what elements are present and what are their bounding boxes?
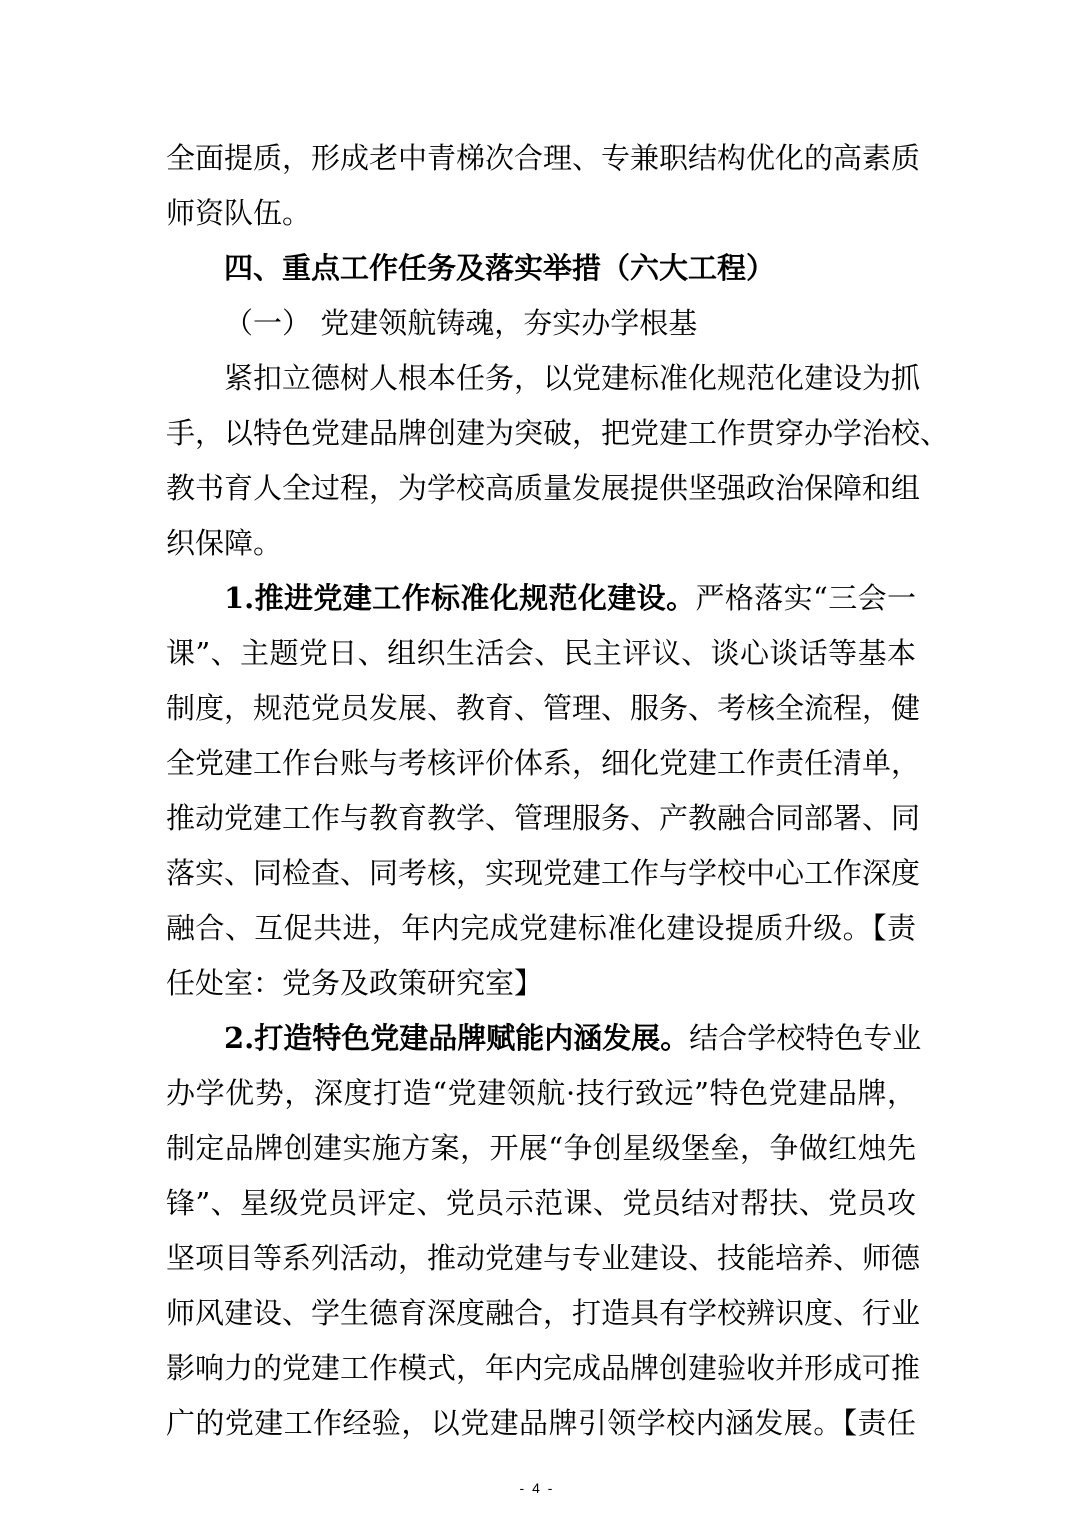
paragraph-line: 任处室：党务及政策研究室】	[166, 966, 544, 1000]
paragraph-line: 落实、同检查、同考核，实现党建工作与学校中心工作深度	[166, 856, 921, 890]
paragraph-line	[166, 1011, 922, 1066]
paragraph-line: 坚项目等系列活动，推动党建与专业建设、技能培养、师德	[166, 1241, 921, 1275]
subsection-heading: （一） 党建领航铸魂，夯实办学根基	[224, 306, 698, 340]
body-text	[166, 131, 950, 1451]
paragraph-line: 全面提质，形成老中青梯次合理、专兼职结构优化的高素质	[166, 141, 921, 175]
paragraph-line: 办学优势，深度打造“党建领航·技行致远”特色党建品牌，	[166, 1076, 916, 1110]
item-text: 结合学校特色专业	[689, 1021, 922, 1055]
paragraph-line	[166, 571, 916, 626]
paragraph-line: 影响力的党建工作模式，年内完成品牌创建验收并形成可推	[166, 1351, 921, 1385]
item-text: 严格落实“三会一	[695, 581, 917, 615]
paragraph-line: 手，以特色党建品牌创建为突破，把党建工作贯穿办学治校、	[166, 416, 950, 450]
paragraph-line: 全党建工作台账与考核评价体系，细化党建工作责任清单，	[166, 746, 921, 780]
paragraph-line: 制度，规范党员发展、教育、管理、服务、考核全流程，健	[166, 691, 921, 725]
item-title: 2.打造特色党建品牌赋能内涵发展。	[224, 1021, 690, 1055]
paragraph-line: 师资队伍。	[166, 196, 312, 230]
section-heading: 四、重点工作任务及落实举措（六大工程）	[224, 251, 776, 285]
paragraph-line: 推动党建工作与教育教学、管理服务、产教融合同部署、同	[166, 801, 921, 835]
paragraph-line: 师风建设、学生德育深度融合，打造具有学校辨识度、行业	[166, 1296, 921, 1330]
paragraph-line: 织保障。	[166, 526, 283, 560]
item-title: 1.推进党建工作标准化规范化建设。	[224, 581, 696, 615]
paragraph-line: 锋”、星级党员评定、党员示范课、党员结对帮扶、党员攻	[166, 1186, 916, 1220]
paragraph-line: 制定品牌创建实施方案，开展“争创星级堡垒，争做红烛先	[166, 1131, 916, 1165]
page-number: - 4 -	[519, 1480, 555, 1496]
paragraph-line: 教书育人全过程，为学校高质量发展提供坚强政治保障和组	[166, 471, 921, 505]
paragraph-line: 紧扣立德树人根本任务，以党建标准化规范化建设为抓	[224, 361, 921, 395]
paragraph-line: 融合、互促共进，年内完成党建标准化建设提质升级。【责	[166, 911, 916, 945]
paragraph-line: 广的党建工作经验，以党建品牌引领学校内涵发展。【责任	[166, 1406, 916, 1440]
paragraph-line: 课”、主题党日、组织生活会、民主评议、谈心谈话等基本	[166, 636, 916, 670]
